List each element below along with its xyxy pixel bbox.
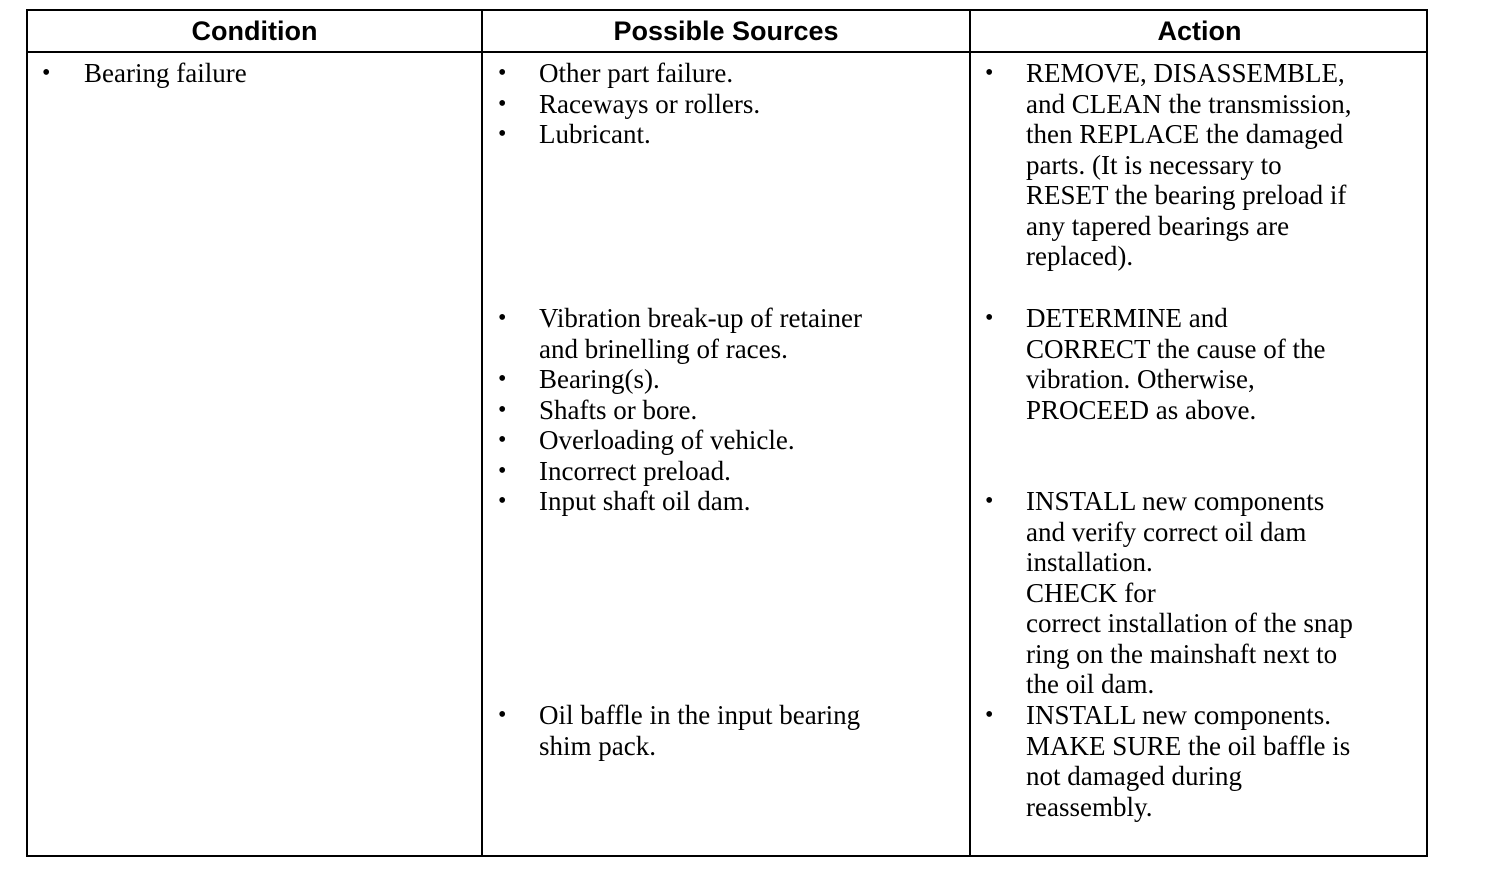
condition-bullet-1: • [42, 60, 51, 86]
action-item-2: DETERMINE and CORRECT the cause of the vibration. Otherwise, PROCEED as above. [1026, 303, 1326, 425]
source-item-3: Lubricant. [539, 119, 651, 149]
header-possible-sources: Possible Sources [613, 16, 839, 46]
header-condition: Condition [191, 16, 318, 46]
column-divider-1 [481, 11, 483, 855]
source-item-9: Input shaft oil dam. [539, 486, 751, 516]
column-divider-2 [969, 11, 971, 855]
source-item-4: Vibration break-up of retainer and brinelling of races. [539, 303, 862, 364]
header-action: Action [1157, 16, 1242, 46]
source-bullet-3: • [498, 121, 507, 147]
action-item-3: INSTALL new components and verify correct oil dam installation. CHECK for correct installation of the snap ring on the mainshaft next to the oil dam. [1026, 486, 1353, 699]
source-bullet-1: • [498, 60, 507, 86]
source-item-8: Incorrect preload. [539, 455, 731, 486]
source-bullet-9: • [498, 488, 507, 514]
source-item-2: Raceways or rollers. [539, 88, 761, 119]
source-bullet-4: • [498, 305, 507, 331]
troubleshooting-table [26, 9, 1428, 857]
action-bullet-3: • [985, 488, 994, 514]
source-item-1: Other part failure. [539, 58, 734, 88]
source-bullet-6: • [498, 396, 507, 423]
condition-item-1: Bearing failure [84, 58, 247, 88]
action-item-4: INSTALL new components. MAKE SURE the oil baffle is not damaged during reassembly. [1026, 700, 1351, 822]
source-item-7: Overloading of vehicle. [539, 425, 795, 455]
source-item-10: Oil baffle in the input bearing shim pack. [539, 700, 861, 761]
action-item-1: REMOVE, DISASSEMBLE, and CLEAN the transmission, then REPLACE the damaged parts. (It is necessary to RESET the bearing preload if any tapered bearings are replaced). [1026, 58, 1352, 271]
source-item-6: Shafts or bore. [539, 394, 698, 425]
source-bullet-10: • [498, 702, 507, 728]
source-bullet-8: • [498, 457, 507, 484]
action-bullet-4: • [985, 702, 994, 728]
source-item-5: Bearing(s). [539, 364, 660, 394]
source-bullet-5: • [498, 366, 507, 392]
source-bullet-7: • [498, 427, 507, 453]
source-bullet-2: • [498, 90, 507, 117]
action-bullet-2: • [985, 305, 994, 331]
action-bullet-1: • [985, 60, 994, 86]
header-divider [28, 51, 1426, 53]
